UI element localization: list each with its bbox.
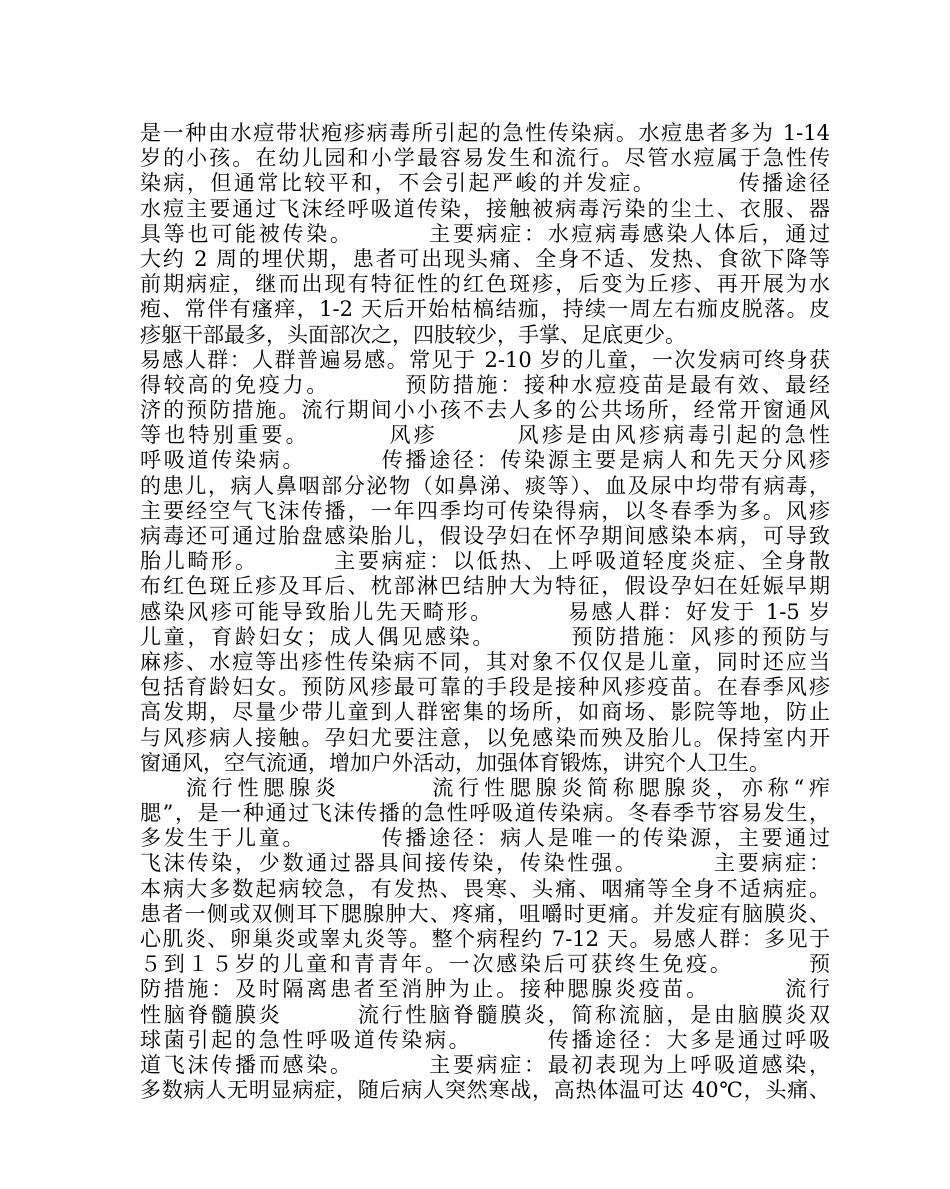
text-line: 是一种由水痘带状疱疹病毒所引起的急性传染病。水痘患者多为 1-14 [140,121,830,145]
text-line: 疱、常伴有瘙痒，1-2 天后开始枯槁结痂，持续一周左右痂皮脱落。皮 [140,297,830,322]
text-line: 胎儿畸形。 主要病症：以低热、上呼吸道轻度炎症、全身散 [140,549,830,574]
text-line: 球菌引起的急性呼吸道传染病。 传播途径：大多是通过呼吸 [140,1027,830,1052]
text-line: 前期病症，继而出现有特征性的红色斑疹，后变为丘疹、再开展为水 [140,272,830,297]
text-line: 飞沫传染，少数通过器具间接传染，传染性强。 主要病症： [140,851,830,876]
text-line: 岁的小孩。在幼儿园和小学最容易发生和流行。尽管水痘属于急性传 [140,146,830,171]
text-line: 水痘主要通过飞沫经呼吸道传染，接触被病毒污染的尘土、衣服、器 [140,196,830,221]
text-line: 窗通风，空气流通，增加户外活动，加强体育锻炼，讲究个人卫生。 [140,750,770,775]
text-line: 心肌炎、卵巢炎或睾丸炎等。整个病程约 7-12 天。易感人群：多见于 [140,927,830,951]
text-line: 呼吸道传染病。 传播途径：传染源主要是病人和先天分风疹 [140,448,830,473]
text-line: 染病，但通常比较平和，不会引起严峻的并发症。 传播途径 [140,171,830,196]
text-line: 麻疹、水痘等出疹性传染病不同，其对象不仅仅是儿童，同时还应当 [140,649,830,674]
text-line: 感染风疹可能导致胎儿先天畸形。 易感人群：好发于 1-5 岁 [140,599,830,624]
text-line: 患者一侧或双侧耳下腮腺肿大、疼痛，咀嚼时更痛。并发症有脑膜炎、 [140,901,830,926]
text-line: 腮”，是一种通过飞沫传播的急性呼吸道传染病。冬春季节容易发生， [140,801,830,826]
text-line: 高发期，尽量少带儿童到人群密集的场所，如商场、影院等地，防止 [140,700,830,725]
text-line: 具等也可能被传染。 主要病症：水痘病毒感染人体后，通过 [140,221,830,246]
text-line: 病毒还可通过胎盘感染胎儿，假设孕妇在怀孕期间感染本病，可导致 [140,524,830,548]
text-line: 大约 2 周的埋伏期，患者可出现头痛、全身不适、发热、食欲下降等 [140,246,830,271]
text-line: 疹躯干部最多，头面部次之，四肢较少，手掌、足底更少。 [140,322,686,347]
text-line: 多数病人无明显病症，随后病人突然寒战，高热体温可达 40℃，头痛、 [140,1078,830,1103]
text-line: 与风疹病人接触。孕妇尤要注意，以免感染而殃及胎儿。保持室内开 [140,725,830,750]
text-line: 防措施：及时隔离患者至消肿为止。接种腮腺炎疫苗。 流行 [140,977,830,1002]
text-line: 流行性腮腺炎 流行性腮腺炎简称腮腺炎，亦称“痄 [140,775,830,800]
body-text [140,121,830,1103]
text-line: 得较高的免疫力。 预防措施：接种水痘疫苗是最有效、最经 [140,372,830,397]
text-line: 包括育龄妇女。预防风疹最可靠的手段是接种风疹疫苗。在春季风疹 [140,675,830,700]
text-line: 易感人群：人群普遍易感。常见于 2-10 岁的儿童，一次发病可终身获 [140,347,830,372]
text-line: 的患儿，病人鼻咽部分泌物（如鼻涕、痰等）、血及尿中均带有病毒， [140,473,830,498]
text-line: 主要经空气飞沫传播，一年四季均可传染得病，以冬春季为多。风疹 [140,498,830,523]
text-line: 等也特别重要。 风疹 风疹是由风疹病毒引起的急性 [140,423,830,448]
text-line: 多发生于儿童。 传播途径：病人是唯一的传染源，主要通过 [140,826,830,851]
text-line: 本病大多数起病较急，有发热、畏寒、头痛、咽痛等全身不适病症。 [140,876,830,901]
text-line: 济的预防措施。流行期间小小孩不去人多的公共场所，经常开窗通风 [140,398,830,423]
text-line: 性脑脊髓膜炎 流行性脑脊髓膜炎，简称流脑，是由脑膜炎双 [140,1002,830,1027]
text-line: 儿童，育龄妇女；成人偶见感染。 预防措施：风疹的预防与 [140,624,830,649]
text-line: 道飞沫传播而感染。 主要病症：最初表现为上呼吸道感染， [140,1052,830,1077]
text-line: ５到１５岁的儿童和青青年。一次感染后可获终生免疫。 预 [140,952,830,977]
text-line: 布红色斑丘疹及耳后、枕部淋巴结肿大为特征，假设孕妇在妊娠早期 [140,574,830,599]
